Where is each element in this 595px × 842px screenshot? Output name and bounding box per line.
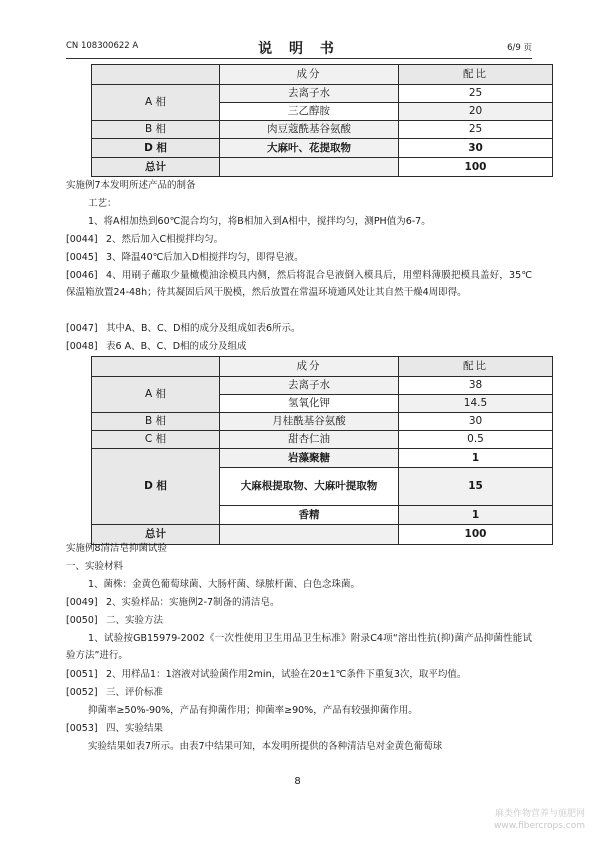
phase-cell: D 相 (92, 139, 220, 158)
paragraph-0053 (66, 720, 532, 737)
phase-cell: B 相 (92, 413, 220, 431)
phase-cell: B 相 (92, 121, 220, 139)
method-1: 1、试验按GB15979-2002《一次性使用卫生用品卫生标准》附录C4项“溶出性抗(抑)菌产品抑菌性能试验方法”进行。 (66, 633, 532, 661)
criteria-text: 抑菌率≥50%-90%，产品有抑菌作用；抑菌率≥90%，产品有较强抑菌作用。 (88, 705, 418, 716)
total-value: 100 (399, 158, 553, 177)
step-1: 1、将A相加热到60℃混合均匀，将B相加入到A相中，搅拌均匀，测PH值为6-7。 (88, 216, 431, 227)
total-label: 总计 (92, 525, 220, 545)
paragraph-number: [0045] (66, 252, 98, 263)
page-number: 8 (294, 776, 301, 787)
page-indicator: 6/9 页 (507, 43, 532, 53)
component-cell: 去离子水 (220, 85, 399, 103)
paragraph-number: [0047] (66, 323, 98, 334)
section-criteria: 三、评价标准 (106, 687, 164, 698)
column-header-ratio: 配比 (399, 65, 553, 85)
example-8-title: 实施例8清洁皂抑菌试验 (66, 543, 168, 554)
phase-cell: A 相 (92, 377, 220, 413)
page-header (66, 38, 532, 58)
process-label: 工艺： (88, 198, 117, 209)
table-total-row (92, 158, 553, 177)
watermark-title: 麻类作物营养与施肥网 (494, 809, 585, 819)
component-cell: 肉豆蔻酰基谷氨酸 (220, 121, 399, 139)
step-4: 4、用刷子蘸取少量橄榄油涂模具内侧，然后将混合皂液倒入模具后，用塑料薄膜把模具盖好，35℃保温箱放置24-48h；待其凝固后风干脱模，然后放置在常温环境通风处让其自然干燥4周即得。 (66, 270, 532, 298)
paragraph-number: [0051] (66, 669, 98, 680)
patent-number: CN 108300622 A (66, 41, 139, 51)
paragraph-0044 (66, 231, 532, 248)
paragraph-0046 (66, 267, 532, 301)
component-cell: 三乙醇胺 (220, 103, 399, 121)
table-row (92, 85, 553, 103)
watermark (494, 808, 585, 832)
step-3: 3、降温40℃后加入D相搅拌均匀，即得皂液。 (106, 252, 304, 263)
ratio-cell: 38 (399, 377, 553, 395)
ratio-cell: 0.5 (399, 431, 553, 449)
table-row (92, 377, 553, 395)
table-header-row (92, 357, 553, 377)
ratio-cell: 1 (399, 506, 553, 525)
paragraph-0047 (66, 320, 532, 337)
paragraph-0045 (66, 249, 532, 266)
paragraph-number: [0053] (66, 723, 98, 734)
formula-table-6 (91, 356, 553, 545)
component-cell: 岩藻聚糖 (220, 449, 399, 468)
ratio-cell: 30 (399, 139, 553, 158)
column-header-ratio: 配比 (399, 357, 553, 377)
total-label: 总计 (92, 158, 220, 177)
paragraph-number: [0044] (66, 234, 98, 245)
document-title: 说 明 书 (258, 41, 340, 57)
watermark-url: www.fibercrops.com (494, 821, 585, 831)
table-row (92, 121, 553, 139)
ratio-cell: 30 (399, 413, 553, 431)
table-row (92, 413, 553, 431)
column-header-component: 成分 (220, 65, 399, 85)
method-2: 2、用样品1：1溶液对试验菌作用2min，试验在20±1℃条件下重复3次，取平均值。 (106, 669, 467, 680)
paragraph-0049 (66, 594, 532, 611)
step-2: 2、然后加入C相搅拌均匀。 (106, 234, 224, 245)
header-divider (66, 58, 532, 59)
component-cell: 大麻根提取物、大麻叶提取物 (220, 468, 399, 506)
paragraph-0048 (66, 338, 532, 355)
phase-cell: A 相 (92, 85, 220, 121)
paragraph-number: [0050] (66, 615, 98, 626)
ratio-cell: 14.5 (399, 395, 553, 413)
table-header-row (92, 65, 553, 85)
phase-cell: D 相 (92, 449, 220, 525)
section-results: 四、实验结果 (106, 723, 164, 734)
ratio-cell: 25 (399, 85, 553, 103)
component-cell: 氢氧化钾 (220, 395, 399, 413)
component-cell: 大麻叶、花提取物 (220, 139, 399, 158)
example-7-title: 实施例7本发明所述产品的制备 (66, 180, 196, 191)
phase-cell: C 相 (92, 431, 220, 449)
section-methods: 二、实验方法 (106, 615, 164, 626)
ratio-cell: 1 (399, 449, 553, 468)
strains: 1、菌株：金黄色葡萄球菌、大肠杆菌、绿脓杆菌、白色念珠菌。 (88, 579, 361, 590)
total-value: 100 (399, 525, 553, 545)
paragraph-0050 (66, 612, 532, 629)
paragraph-number: [0046] (66, 270, 98, 281)
paragraph-0051 (66, 666, 532, 683)
ratio-cell: 25 (399, 121, 553, 139)
component-cell: 香精 (220, 506, 399, 525)
results-text: 实验结果如表7所示。由表7中结果可知，本发明所提供的各种清洁皂对金黄色葡萄球 (88, 741, 443, 752)
component-cell: 月桂酰基谷氨酸 (220, 413, 399, 431)
ratio-cell: 15 (399, 468, 553, 506)
paragraph-0052 (66, 684, 532, 701)
ratio-cell: 20 (399, 103, 553, 121)
section-materials: 一、实验材料 (66, 561, 124, 572)
table-6-intro: 其中A、B、C、D相的成分及组成如表6所示。 (106, 323, 301, 334)
table-6-caption: 表6 A、B、C、D相的成分及组成 (106, 341, 247, 352)
component-cell: 去离子水 (220, 377, 399, 395)
paragraph-number: [0048] (66, 341, 98, 352)
column-header-component: 成分 (220, 357, 399, 377)
component-cell (220, 158, 399, 177)
paragraph-number: [0049] (66, 597, 98, 608)
component-cell: 甜杏仁油 (220, 431, 399, 449)
table-row (92, 431, 553, 449)
table-row (92, 139, 553, 158)
table-row (92, 449, 553, 468)
samples: 2、实验样品：实施例2-7制备的清洁皂。 (106, 597, 280, 608)
formula-table-1 (91, 64, 553, 177)
paragraph-number: [0052] (66, 687, 98, 698)
